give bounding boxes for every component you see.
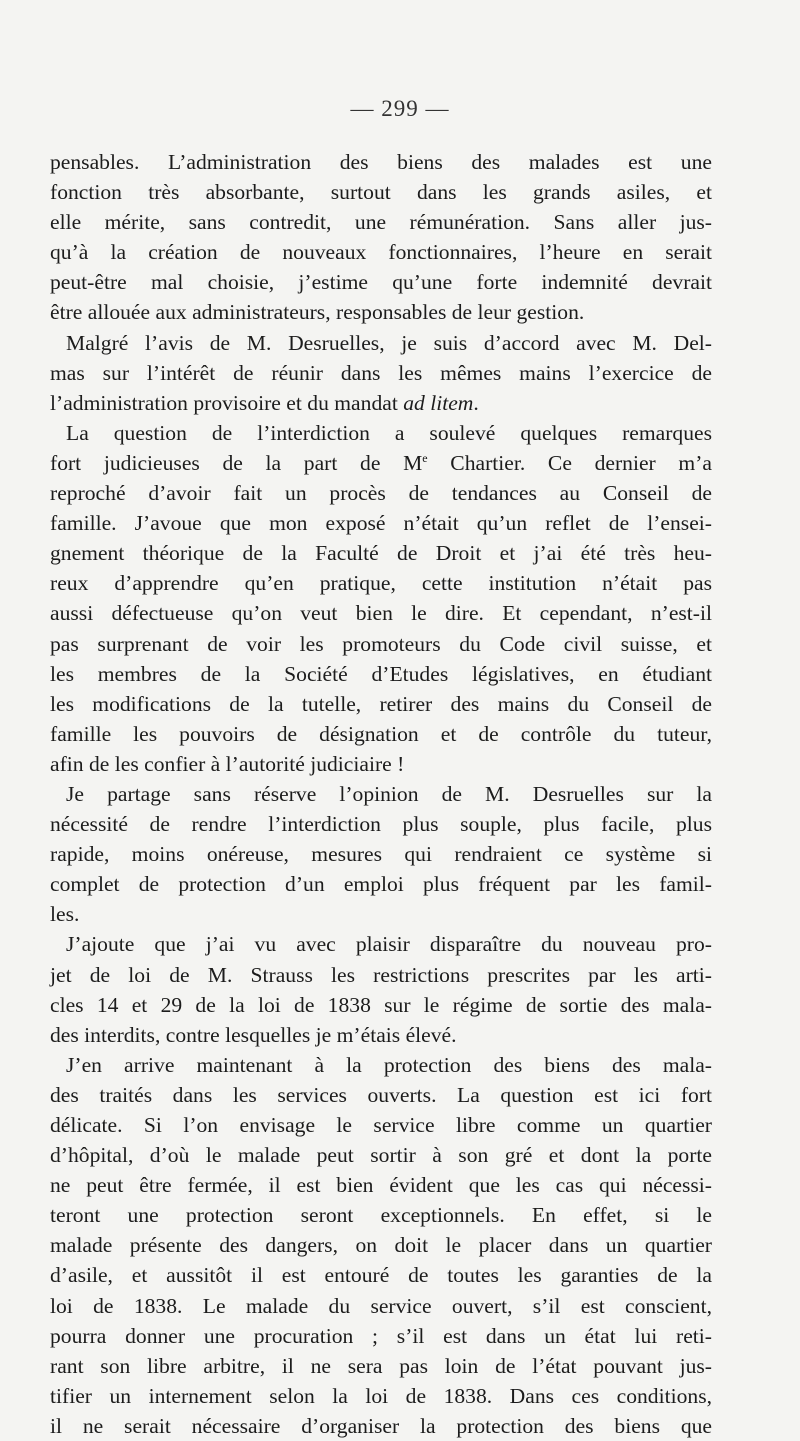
- text-line: aussi défectueuse qu’on veut bien le dire. Et cependant, n’est-il: [50, 601, 712, 626]
- text-line: pourra donner une procuration ; s’il est dans un état lui reti-: [50, 1323, 712, 1348]
- text-line: tifier un internement selon la loi de 1838. Dans ces conditions,: [50, 1383, 712, 1408]
- text-fragment: fort judicieuses de la part de M: [50, 450, 423, 475]
- text-fragment: l’administration provisoire et du mandat: [50, 390, 404, 415]
- text-line: La question de l’interdiction a soulevé quelques remarques: [66, 420, 712, 445]
- text-line: reux d’apprendre qu’en pratique, cette institution n’était pas: [50, 571, 712, 596]
- text-fragment: .: [473, 390, 479, 415]
- text-line: complet de protection d’un emploi plus fréquent par les famil-: [50, 872, 712, 897]
- text-line: cles 14 et 29 de la loi de 1838 sur le régime de sortie des mala-: [50, 992, 712, 1017]
- text-line: mas sur l’intérêt de réunir dans les mêmes mains l’exercice de: [50, 360, 712, 385]
- text-line: pas surprenant de voir les promoteurs du Code civil suisse, et: [50, 631, 712, 656]
- text-line: teront une protection seront exceptionnels. En effet, si le: [50, 1203, 712, 1228]
- text-line: J’en arrive maintenant à la protection des biens des mala-: [66, 1052, 712, 1077]
- text-line: famille les pouvoirs de désignation et de contrôle du tuteur,: [50, 721, 712, 746]
- text-line: malade présente des dangers, on doit le placer dans un quartier: [50, 1233, 712, 1258]
- text-line: les modifications de la tutelle, retirer des mains du Conseil de: [50, 691, 712, 716]
- superscript: e: [422, 450, 428, 465]
- text-line: fonction très absorbante, surtout dans les grands asiles, et: [50, 180, 712, 205]
- text-line: pensables. L’administration des biens des malades est une: [50, 150, 712, 174]
- text-fragment: Chartier. Ce dernier m’a: [427, 450, 712, 475]
- text-line: les.: [50, 902, 80, 927]
- text-line: d’asile, et aussitôt il est entouré de toutes les garanties de la: [50, 1263, 712, 1288]
- page-number: — 299 —: [350, 96, 450, 121]
- text-line: gnement théorique de la Faculté de Droit et j’ai été très heu-: [50, 541, 712, 566]
- body-text: [50, 147, 712, 1441]
- text-line: délicate. Si l’on envisage le service libre comme un quartier: [50, 1113, 712, 1137]
- text-line: rapide, moins onéreuse, mesures qui rendraient ce système si: [50, 842, 712, 867]
- text-line: il ne serait nécessaire d’organiser la protection des biens que: [50, 1413, 712, 1438]
- text-line: afin de les confier à l’autorité judiciaire !: [50, 751, 405, 776]
- text-line: peut-être mal choisie, j’estime qu’une forte indemnité devrait: [50, 270, 712, 295]
- text-line: reproché d’avoir fait un procès de tendances au Conseil de: [50, 481, 712, 506]
- text-line: rant son libre arbitre, il ne sera pas loin de l’état pouvant jus-: [50, 1353, 712, 1378]
- text-line: Malgré l’avis de M. Desruelles, je suis d’accord avec M. Del-: [66, 330, 712, 355]
- text-line: Je partage sans réserve l’opinion de M. Desruelles sur la: [66, 781, 712, 806]
- text-line: famille. J’avoue que mon exposé n’était qu’un reflet de l’ensei-: [50, 511, 712, 536]
- text-line: d’hôpital, d’où le malade peut sortir à son gré et dont la porte: [50, 1143, 712, 1168]
- text-line: ne peut être fermée, il est bien évident que les cas qui nécessi-: [50, 1173, 712, 1198]
- text-line: [50, 448, 712, 478]
- text-line: les membres de la Société d’Etudes législatives, en étudiant: [50, 661, 712, 686]
- text-line: être allouée aux administrateurs, responsables de leur gestion.: [50, 300, 585, 325]
- text-line: des traités dans les services ouverts. La question est ici fort: [50, 1082, 712, 1107]
- text-line: elle mérite, sans contredit, une rémunération. Sans aller jus-: [50, 210, 712, 235]
- text-line: des interdits, contre lesquelles je m’étais élevé.: [50, 1022, 457, 1047]
- text-line: loi de 1838. Le malade du service ouvert, s’il est conscient,: [50, 1293, 712, 1318]
- text-line: nécessité de rendre l’interdiction plus souple, plus facile, plus: [50, 812, 712, 837]
- text-line: J’ajoute que j’ai vu avec plaisir disparaître du nouveau pro-: [66, 932, 712, 957]
- text-line: jet de loi de M. Strauss les restrictions prescrites par les arti-: [50, 962, 712, 987]
- text-line: qu’à la création de nouveaux fonctionnaires, l’heure en serait: [50, 240, 712, 265]
- text-line: [50, 388, 712, 418]
- latin-phrase: ad litem: [403, 390, 474, 415]
